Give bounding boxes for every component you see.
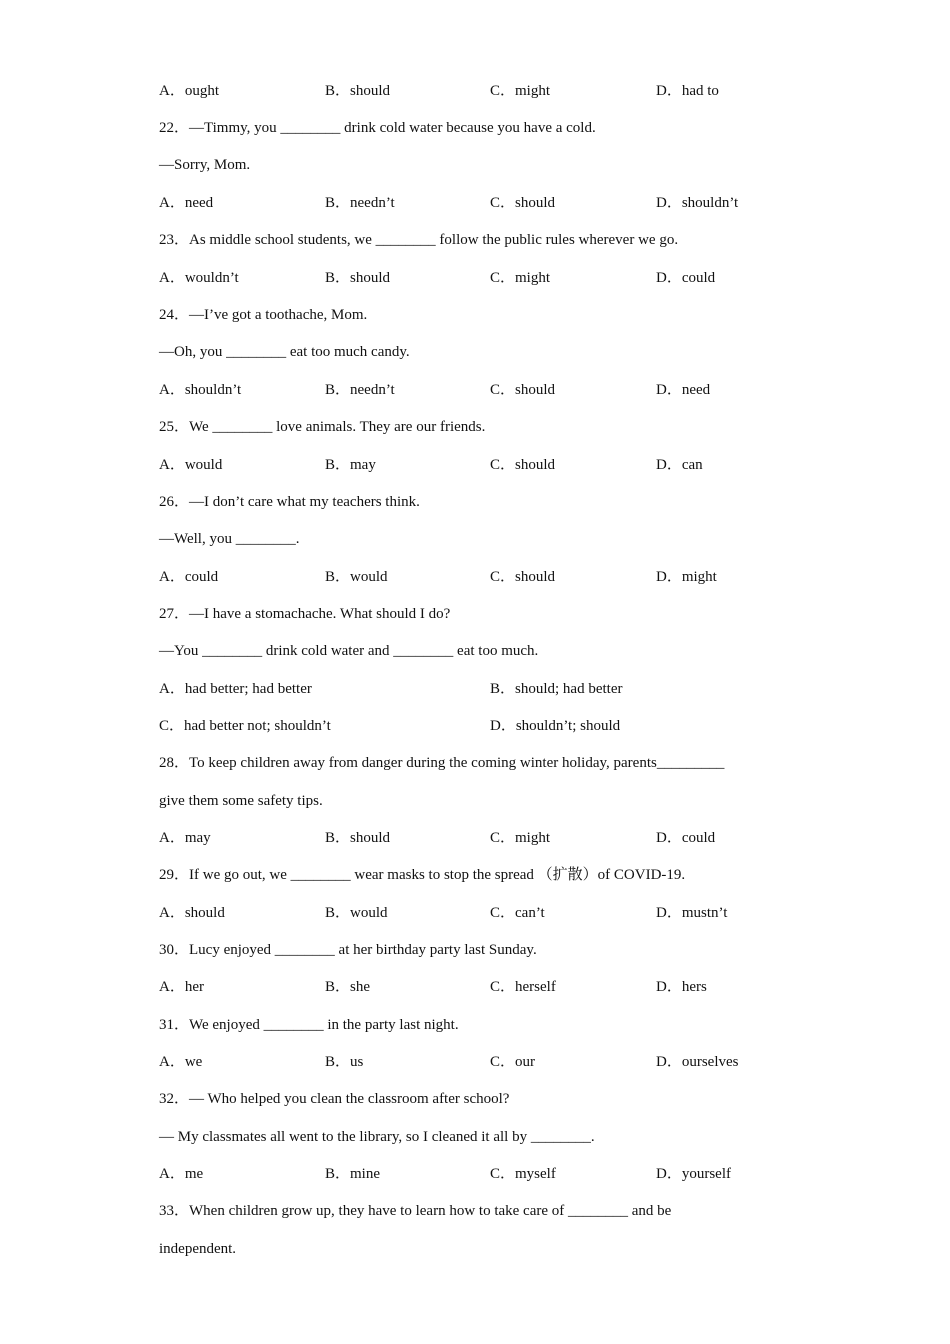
question-stem: 31．We enjoyed ________ in the party last night. [159, 1017, 459, 1033]
question-stem: 29．If we go out, we ________ wear masks to stop the spread （扩散）of COVID-19. [159, 867, 686, 883]
option-b: B．may [325, 457, 376, 473]
option-c: C．might [490, 830, 551, 846]
option-c: C．should [490, 382, 556, 398]
option-c: C．had better not; shouldn’t [159, 718, 331, 734]
option-a: A．shouldn’t [159, 382, 242, 398]
option-d: D．could [656, 830, 716, 846]
option-c: C．should [490, 569, 556, 585]
question-stem: 23．As middle school students, we ________ follow the public rules wherever we go. [159, 232, 679, 248]
option-d: D．hers [656, 979, 707, 995]
question-stem-continued: give them some safety tips. [159, 793, 323, 809]
option-b: B．should [325, 83, 391, 99]
option-a: A．had better; had better [159, 681, 312, 697]
option-b: B．should [325, 270, 391, 286]
option-d: D．shouldn’t [656, 195, 739, 211]
question-stem: 25．We ________ love animals. They are our friends. [159, 419, 486, 435]
question-stem-continued: independent. [159, 1241, 237, 1257]
option-c: C．can’t [490, 905, 545, 921]
question-reply: —Well, you ________. [159, 531, 300, 547]
option-d: D．ourselves [656, 1054, 739, 1070]
option-d: D．can [656, 457, 703, 473]
option-c: C．might [490, 270, 551, 286]
option-b: B．she [325, 979, 371, 995]
option-b: B．would [325, 905, 388, 921]
option-d: D．need [656, 382, 711, 398]
option-a: A．could [159, 569, 219, 585]
option-d: D．yourself [656, 1166, 731, 1182]
option-c: C．herself [490, 979, 556, 995]
option-d: D．could [656, 270, 716, 286]
option-a: A．wouldn’t [159, 270, 239, 286]
option-a: A．would [159, 457, 223, 473]
option-a: A．ought [159, 83, 220, 99]
option-d: D．mustn’t [656, 905, 728, 921]
question-stem: 33．When children grow up, they have to learn how to take care of ________ and be [159, 1203, 672, 1219]
option-c: C．our [490, 1054, 536, 1070]
option-d: D．shouldn’t; should [490, 718, 621, 734]
option-a: A．we [159, 1054, 203, 1070]
option-b: B．should [325, 830, 391, 846]
question-stem: 22．—Timmy, you ________ drink cold water because you have a cold. [159, 120, 596, 136]
option-d: D．had to [656, 83, 719, 99]
option-b: B．mine [325, 1166, 380, 1182]
question-stem: 26．—I don’t care what my teachers think. [159, 494, 420, 510]
option-a: A．should [159, 905, 225, 921]
option-b: B．us [325, 1054, 364, 1070]
question-stem: 32．— Who helped you clean the classroom after school? [159, 1091, 510, 1107]
option-c: C．should [490, 195, 556, 211]
option-a: A．her [159, 979, 204, 995]
option-b: B．needn’t [325, 195, 395, 211]
question-stem: 28．To keep children away from danger during the coming winter holiday, parents_________ [159, 755, 725, 771]
option-c: C．myself [490, 1166, 556, 1182]
question-reply: — My classmates all went to the library, so I cleaned it all by ________. [159, 1129, 595, 1145]
option-b: B．should; had better [490, 681, 623, 697]
option-a: A．may [159, 830, 211, 846]
option-a: A．me [159, 1166, 204, 1182]
question-stem: 24．—I’ve got a toothache, Mom. [159, 307, 368, 323]
option-a: A．need [159, 195, 214, 211]
question-reply: —Sorry, Mom. [159, 157, 251, 173]
option-c: C．should [490, 457, 556, 473]
question-stem: 27．—I have a stomachache. What should I do? [159, 606, 451, 622]
option-c: C．might [490, 83, 551, 99]
question-stem: 30．Lucy enjoyed ________ at her birthday party last Sunday. [159, 942, 537, 958]
option-d: D．might [656, 569, 717, 585]
option-b: B．needn’t [325, 382, 395, 398]
question-reply: —Oh, you ________ eat too much candy. [159, 344, 410, 360]
option-b: B．would [325, 569, 388, 585]
question-reply: —You ________ drink cold water and ________ eat too much. [159, 643, 539, 659]
